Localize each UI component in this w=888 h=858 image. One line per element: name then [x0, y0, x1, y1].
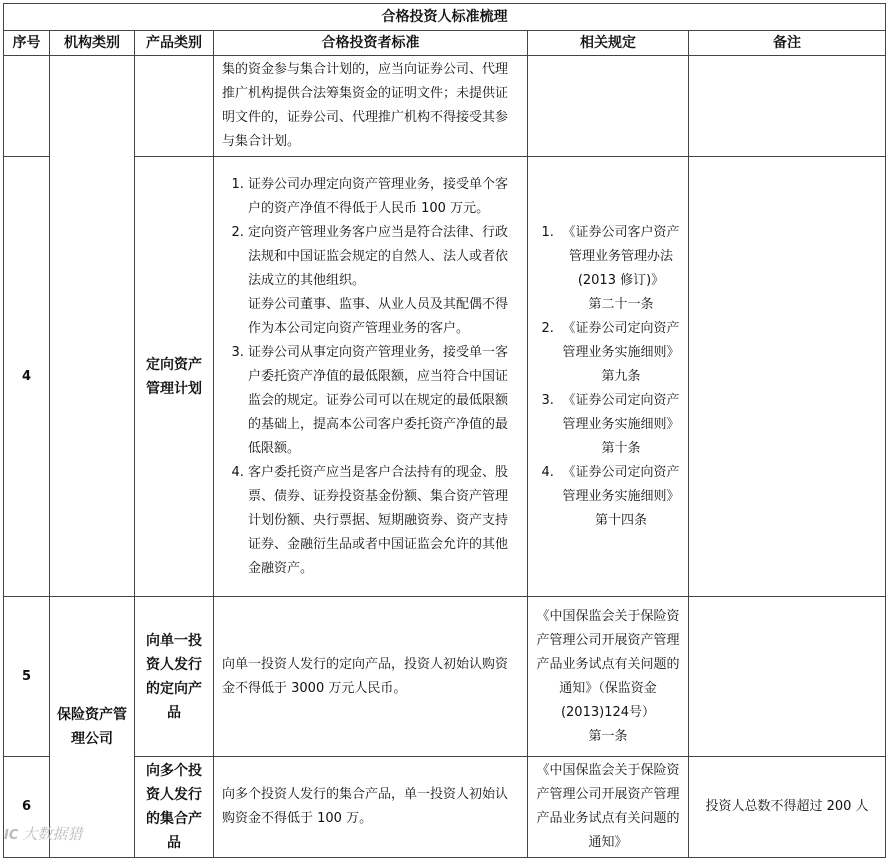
- regulation-article: 第九条: [601, 368, 641, 384]
- regulation-article: 第一条: [588, 728, 628, 744]
- regulation-item: [558, 221, 684, 317]
- remark-cell: [689, 157, 886, 597]
- regulation-article: 第十条: [601, 440, 641, 456]
- watermark-text: 大数据猎: [22, 825, 83, 843]
- header-row: [4, 31, 886, 56]
- regulation-cell: [528, 597, 689, 757]
- seq-cell: 4: [4, 157, 50, 597]
- table-row: [4, 757, 886, 858]
- watermark: [4, 823, 82, 844]
- seq-cell: 6: [4, 757, 50, 858]
- watermark-logo: IC: [4, 828, 19, 843]
- seq-cell: [4, 56, 50, 157]
- standard-item: 2. 定向资产管理业务客户应当是符合法律、行政法规和中国证监会规定的自然人、法人或者依法成立的其他组织。: [248, 221, 519, 293]
- table-title: 合格投资人标准梳理: [4, 4, 886, 31]
- table-row: [4, 157, 886, 597]
- standard-cell: [214, 597, 528, 757]
- institution-cell-securities: [50, 56, 135, 597]
- regulation-name: 《证券公司定向资产管理业务实施细则》: [562, 464, 680, 504]
- header-seq: 序号: [4, 31, 50, 56]
- regulation-item: [558, 389, 684, 461]
- header-institution: 机构类别: [50, 31, 135, 56]
- product-cell: 向多个投资人发行的集合产品: [135, 757, 214, 858]
- header-product: 产品类别: [135, 31, 214, 56]
- remark-cell: [689, 597, 886, 757]
- remark-cell: 投资人总数不得超过 200 人: [689, 757, 886, 858]
- standard-cell: [214, 757, 528, 858]
- regulation-name: 《证券公司客户资产管理业务管理办法(2013 修订)》: [562, 224, 680, 288]
- qualified-investor-table: [3, 3, 886, 858]
- regulation-name: 《中国保监会关于保险资产管理公司开展资产管理产品业务试点有关问题的通知》: [536, 763, 680, 850]
- remark-cell: [689, 56, 886, 157]
- standard-text: 向多个投资人发行的集合产品，单一投资人初始认购资金不得低于 100 万。: [222, 787, 509, 826]
- regulation-cell: [528, 757, 689, 858]
- standard-cell: [214, 157, 528, 597]
- standard-item: 3. 证券公司从事定向资产管理业务，接受单一客户委托资产净值的最低限额，应当符合中国证监会的规定。证券公司可以在规定的最低限额的基础上，提高本公司客户委托资产净值的最低限额。: [248, 341, 519, 461]
- seq-cell: 5: [4, 597, 50, 757]
- standard-cell: [214, 56, 528, 157]
- regulation-item: [558, 317, 684, 389]
- table-row: [4, 597, 886, 757]
- table-row: [4, 56, 886, 157]
- institution-cell-insurance: 保险资产管理公司: [50, 597, 135, 858]
- regulation-cell: [528, 157, 689, 597]
- regulation-article: 第二十一条: [588, 296, 654, 312]
- product-cell: 定向资产管理计划: [135, 157, 214, 597]
- standard-text: 向单一投资人发行的定向产品，投资人初始认购资金不得低于 3000 万元人民币。: [222, 656, 509, 696]
- product-cell: 向单一投资人发行的定向产品: [135, 597, 214, 757]
- regulation-name: 《证券公司定向资产管理业务实施细则》: [562, 392, 680, 432]
- regulation-name: 《证券公司定向资产管理业务实施细则》: [562, 320, 680, 360]
- product-cell: [135, 56, 214, 157]
- regulation-cell: [528, 56, 689, 157]
- regulation-name: 《中国保监会关于保险资产管理公司开展资产管理产品业务试点有关问题的通知》（保监资金(2013)124号）: [536, 608, 680, 720]
- header-regulation: 相关规定: [528, 31, 689, 56]
- standard-item-extra: 证券公司董事、监事、从业人员及其配偶不得作为本公司定向资产管理业务的客户。: [248, 296, 509, 336]
- header-remark: 备注: [689, 31, 886, 56]
- regulation-item: [558, 461, 684, 533]
- regulation-article: 第十四条: [594, 512, 647, 528]
- standard-item: 1. 证券公司办理定向资产管理业务，接受单个客户的资产净值不得低于人民币 100 万元。: [248, 173, 519, 221]
- standard-text: 集的资金参与集合计划的，应当向证券公司、代理推广机构提供合法筹集资金的证明文件；未提供证明文件的，证券公司、代理推广机构不得接受其参与集合计划。: [222, 62, 509, 149]
- header-standard: 合格投资者标准: [214, 31, 528, 56]
- standard-item: 4. 客户委托资产应当是客户合法持有的现金、股票、债券、证券投资基金份额、集合资产管理计划份额、央行票据、短期融资券、资产支持证券、金融衍生品或者中国证监会允许的其他金融资产。: [248, 461, 519, 581]
